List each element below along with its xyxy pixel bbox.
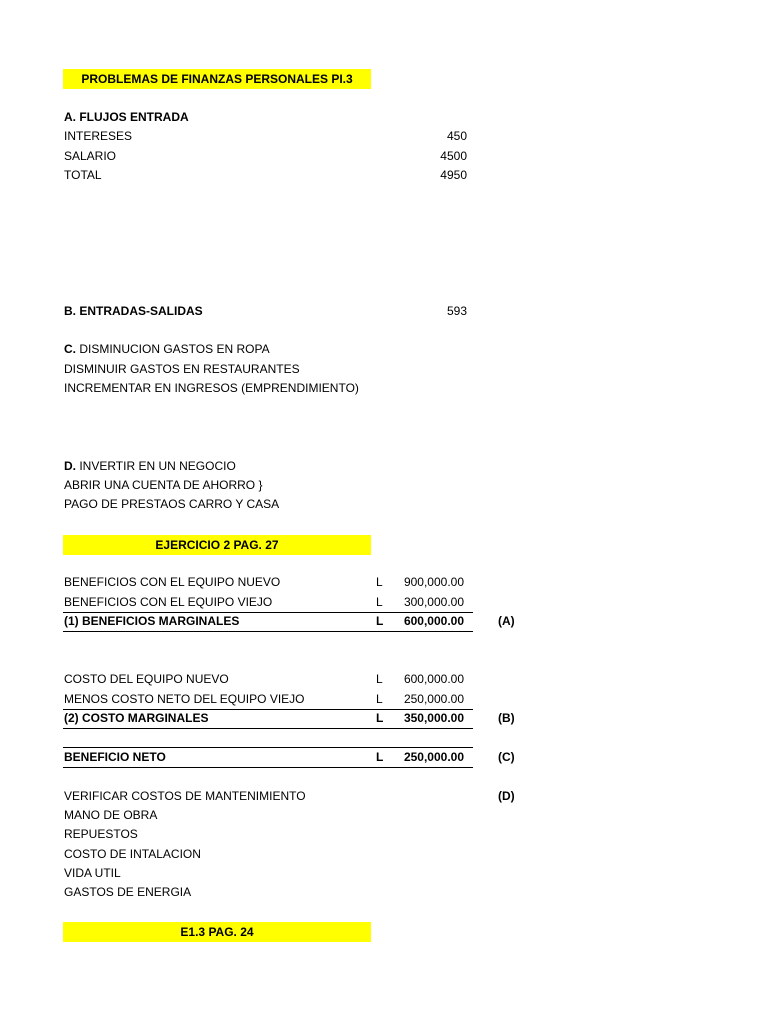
section-c-line-2: DISMINUIR GASTOS EN RESTAURANTES	[64, 362, 300, 376]
ejercicio2-banner: EJERCICIO 2 PAG. 27	[63, 535, 371, 555]
item-mano-de-obra: MANO DE OBRA	[64, 808, 158, 822]
section-d-line-1	[64, 457, 236, 476]
item-repuestos: REPUESTOS	[64, 827, 138, 841]
currency-symbol: L	[376, 692, 383, 706]
section-d-line-2: ABRIR UNA CUENTA DE AHORRO }	[64, 478, 263, 492]
beneficio-viejo-amount: 300,000.00	[403, 595, 464, 609]
section-d-line-3: PAGO DE PRESTAOS CARRO Y CASA	[64, 497, 280, 511]
verificar-label: VERIFICAR COSTOS DE MANTENIMIENTO	[64, 789, 306, 803]
tag-d: (D)	[498, 789, 515, 803]
costo-marginales-label: (2) COSTO MARGINALES	[64, 711, 209, 725]
beneficios-marginales-amount: 600,000.00	[403, 614, 464, 628]
beneficio-neto-amount: 250,000.00	[403, 750, 464, 764]
e13-banner: E1.3 PAG. 24	[63, 922, 371, 942]
section-c-prefix: C.	[64, 342, 76, 356]
intereses-label: INTERESES	[64, 129, 133, 143]
section-b-label: B. ENTRADAS-SALIDAS	[64, 304, 203, 318]
section-c-line-3: INCREMENTAR EN INGRESOS (EMPRENDIMIENTO)	[64, 381, 359, 395]
section-b-value: 593	[446, 304, 467, 318]
item-gastos-energia: GASTOS DE ENERGIA	[64, 885, 192, 899]
section-a-heading: A. FLUJOS ENTRADA	[64, 110, 189, 124]
page-title: PROBLEMAS DE FINANZAS PERSONALES PI.3	[63, 69, 371, 89]
divider	[63, 631, 473, 632]
total-label: TOTAL	[64, 168, 102, 182]
costo-nuevo-amount: 600,000.00	[403, 672, 464, 686]
total-value: 4950	[440, 168, 467, 182]
currency-symbol: L	[376, 711, 384, 725]
currency-symbol: L	[376, 614, 384, 628]
beneficio-viejo-label: BENEFICIOS CON EL EQUIPO VIEJO	[64, 595, 273, 609]
section-c-line-1	[64, 340, 270, 359]
section-d-first: INVERTIR EN UN NEGOCIO	[76, 459, 236, 473]
tag-c: (C)	[498, 750, 515, 764]
tag-b: (B)	[498, 711, 515, 725]
currency-symbol: L	[376, 595, 383, 609]
item-vida-util: VIDA UTIL	[64, 866, 121, 880]
costo-marginales-amount: 350,000.00	[403, 711, 464, 725]
beneficios-marginales-label: (1) BENEFICIOS MARGINALES	[64, 614, 240, 628]
beneficio-nuevo-amount: 900,000.00	[403, 575, 464, 589]
salario-value: 4500	[440, 149, 467, 163]
section-d-prefix: D.	[64, 459, 76, 473]
beneficio-neto-label: BENEFICIO NETO	[64, 750, 166, 764]
currency-symbol: L	[376, 672, 383, 686]
costo-viejo-label: MENOS COSTO NETO DEL EQUIPO VIEJO	[64, 692, 305, 706]
costo-nuevo-label: COSTO DEL EQUIPO NUEVO	[64, 672, 229, 686]
divider	[63, 767, 473, 768]
currency-symbol: L	[376, 750, 384, 764]
item-costo-instalacion: COSTO DE INTALACION	[64, 847, 201, 861]
divider	[63, 728, 473, 729]
tag-a: (A)	[498, 614, 515, 628]
salario-label: SALARIO	[64, 149, 117, 163]
currency-symbol: L	[376, 575, 383, 589]
beneficio-nuevo-label: BENEFICIOS CON EL EQUIPO NUEVO	[64, 575, 281, 589]
costo-viejo-amount: 250,000.00	[403, 692, 464, 706]
section-c-first: DISMINUCION GASTOS EN ROPA	[76, 342, 270, 356]
intereses-value: 450	[446, 129, 467, 143]
